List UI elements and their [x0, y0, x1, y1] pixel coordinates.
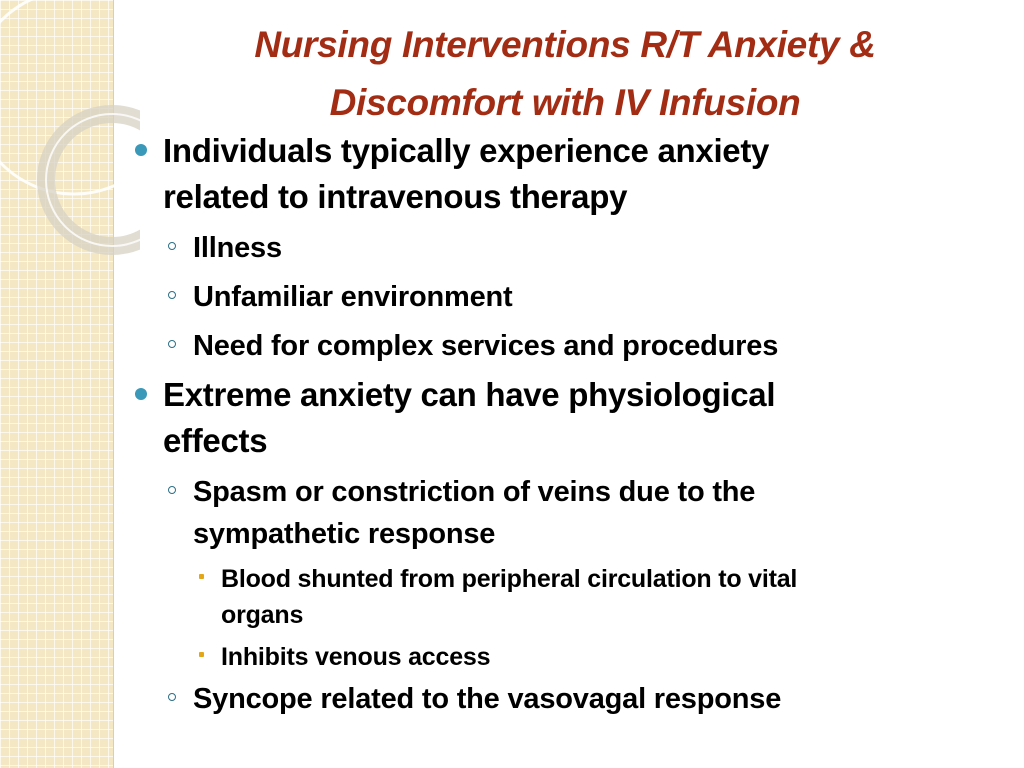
- subbullet-complex-services: [132, 325, 992, 367]
- subbullet-text: Syncope related to the vasovagal response: [193, 683, 782, 715]
- subbullet-unfamiliar-environment: [132, 276, 992, 318]
- bullet-anxiety: [132, 128, 992, 220]
- hollow-circle-bullet-icon: [168, 486, 176, 494]
- subbullet-text: Illness: [193, 232, 282, 264]
- subbullet-text-line-2: sympathetic response: [193, 518, 496, 550]
- square-bullet-icon: [199, 652, 204, 657]
- hollow-circle-bullet-icon: [168, 291, 176, 299]
- subbullet-spasm: [132, 471, 992, 555]
- title-line-1: Nursing Interventions R/T Anxiety &: [254, 24, 876, 65]
- subsubbullet-venous-access: [132, 639, 992, 675]
- bullet-text-line-2: related to intravenous therapy: [163, 178, 628, 215]
- subbullet-text-line-1: Spasm or constriction of veins due to the: [193, 476, 756, 508]
- hollow-circle-bullet-icon: [168, 242, 176, 250]
- filled-circle-bullet-icon: [135, 144, 147, 156]
- subbullet-text: Unfamiliar environment: [193, 281, 513, 313]
- bullet-text-line-2: effects: [163, 422, 268, 459]
- subsubbullet-blood-shunted: [132, 561, 992, 633]
- slide-title: [150, 16, 980, 132]
- bullet-text-line-1: Individuals typically experience anxiety: [163, 132, 770, 169]
- slide-content: [132, 128, 992, 720]
- subsubbullet-text-line-1: Blood shunted from peripheral circulation to vital: [221, 565, 798, 593]
- subbullet-text: Need for complex services and procedures: [193, 330, 779, 362]
- filled-circle-bullet-icon: [135, 388, 147, 400]
- square-bullet-icon: [199, 574, 204, 579]
- subbullet-syncope: [132, 678, 992, 720]
- bullet-extreme-anxiety: [132, 372, 992, 464]
- hollow-circle-bullet-icon: [168, 340, 176, 348]
- subsubbullet-text-line-2: organs: [221, 601, 304, 629]
- left-pattern-panel: [0, 0, 114, 768]
- subbullet-illness: [132, 227, 992, 269]
- title-line-2: Discomfort with IV Infusion: [329, 82, 801, 123]
- bullet-text-line-1: Extreme anxiety can have physiological: [163, 376, 776, 413]
- hollow-circle-bullet-icon: [168, 693, 176, 701]
- subsubbullet-text: Inhibits venous access: [221, 643, 491, 671]
